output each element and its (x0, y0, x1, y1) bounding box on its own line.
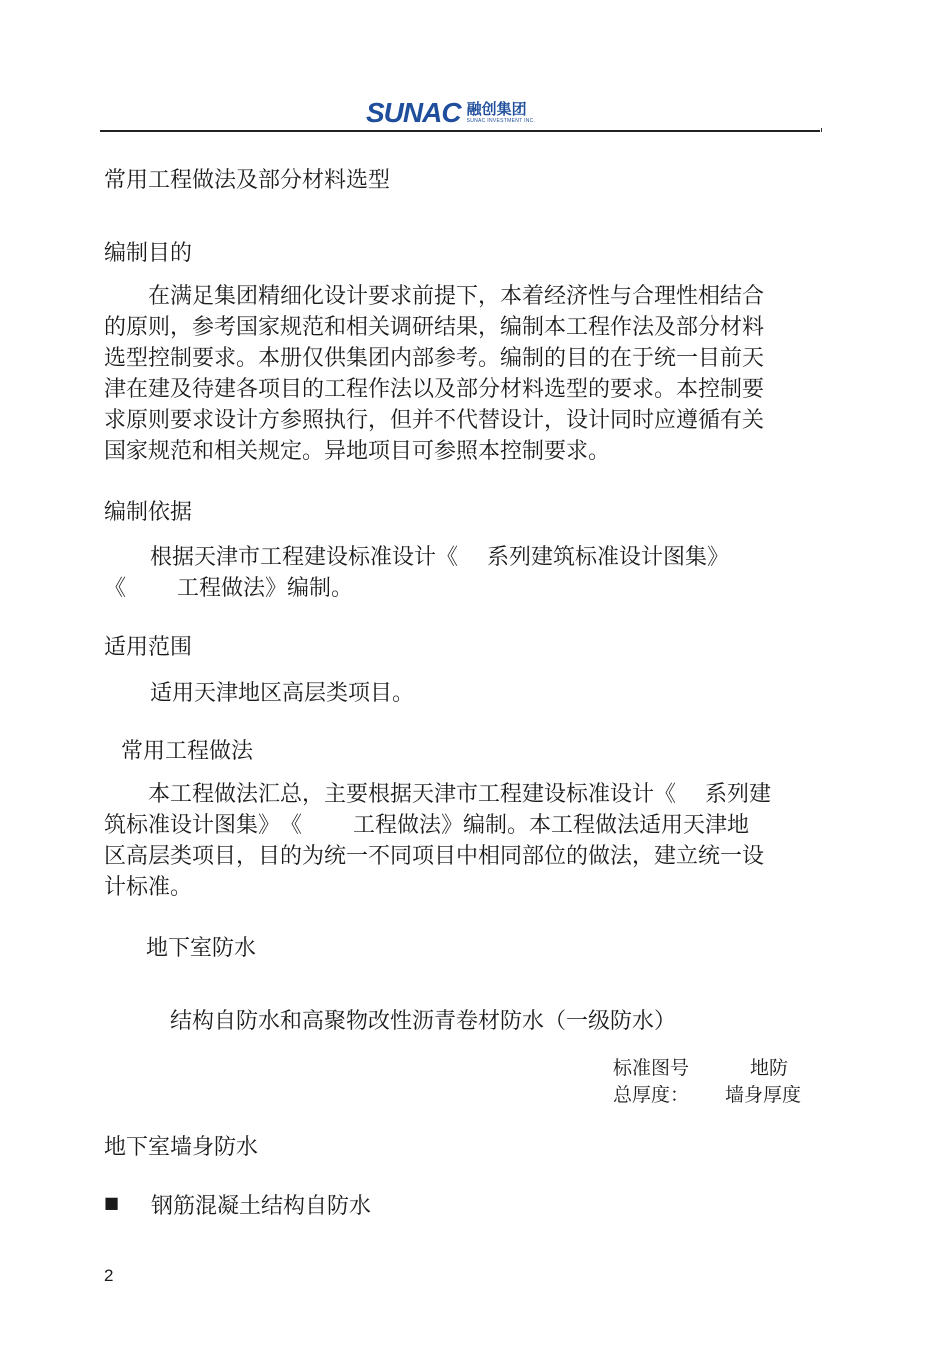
common-paragraph (104, 779, 820, 903)
wall-waterproof-heading: 地下室墙身防水 (104, 1135, 259, 1160)
header-rule-mark (821, 128, 822, 132)
purpose-line: 求原则要求设计方参照执行，但并不代替设计，设计同时应遵循有关 (104, 408, 765, 433)
purpose-heading: 编制目的 (104, 241, 193, 266)
common-line: 区高层类项目，目的为统一不同项目中相同部位的做法，建立统一设 (104, 844, 765, 869)
company-logo (366, 96, 535, 130)
logo-brand: SUNAC (366, 97, 461, 128)
purpose-paragraph (104, 281, 820, 467)
bullet-icon: ■ (104, 1193, 120, 1212)
total-thickness-label: 总厚度： (613, 1084, 690, 1106)
basis-line: 根据天津市工程建设标准设计《 系列建筑标准设计图集》 (150, 545, 729, 570)
page-title: 常用工程做法及部分材料选型 (104, 168, 391, 193)
standard-figure-value: 地防 (750, 1057, 789, 1079)
wall-thickness-label: 墙身厚度 (725, 1084, 802, 1106)
logo-text (467, 102, 536, 124)
common-heading: 常用工程做法 (121, 739, 254, 764)
waterproof-title: 结构自防水和高聚物改性沥青卷材防水（一级防水） (170, 1009, 677, 1034)
common-line: 本工程做法汇总，主要根据天津市工程建设标准设计《 系列建 (104, 782, 771, 807)
logo-chinese-name: 融创集团 (466, 100, 527, 118)
scope-text: 适用天津地区高层类项目。 (150, 681, 415, 706)
scope-heading: 适用范围 (104, 635, 193, 660)
common-line: 计标准。 (104, 875, 193, 900)
purpose-line: 选型控制要求。本册仅供集团内部参考。编制的目的在于统一目前天 (104, 346, 765, 371)
basis-heading: 编制依据 (104, 500, 193, 525)
purpose-line: 津在建及待建各项目的工程作法以及部分材料选型的要求。本控制要 (104, 377, 765, 402)
standard-figure-label: 标准图号 (613, 1057, 690, 1079)
basis-line: 《 工程做法》编制。 (104, 576, 353, 601)
common-line: 筑标准设计图集》 《 工程做法》编制。本工程做法适用天津地 (104, 813, 749, 838)
logo-english-name: SUNAC INVESTMENT INC. (466, 118, 536, 124)
purpose-line: 国家规范和相关规定。异地项目可参照本控制要求。 (104, 439, 611, 464)
header-rule (100, 130, 820, 132)
basement-heading: 地下室防水 (146, 936, 257, 961)
purpose-line: 的原则，参考国家规范和相关调研结果，编制本工程作法及部分材料 (104, 315, 765, 340)
page-number: 2 (104, 1266, 114, 1285)
purpose-line: 在满足集团精细化设计要求前提下，本着经济性与合理性相结合 (104, 284, 765, 309)
bullet-item: 钢筋混凝土结构自防水 (151, 1194, 372, 1219)
